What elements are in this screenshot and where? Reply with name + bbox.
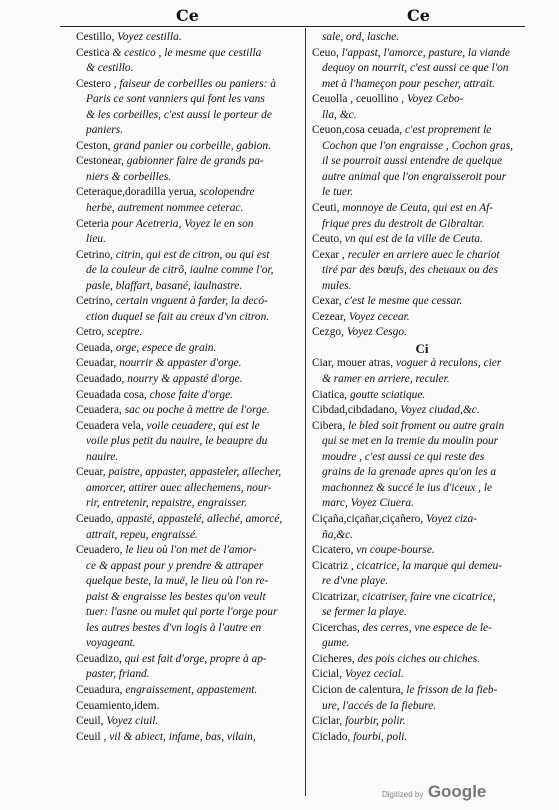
definition: met à l'hameçon pour pescher, attrait. [322,77,495,90]
entry-continuation [76,170,302,186]
dictionary-entry [312,621,532,637]
headword: Ceuadizo, [76,652,122,665]
entry-continuation [312,77,532,93]
definition: les autres bestes d'vn logis à l'autre en [86,621,262,634]
headword: Ceuadar, [76,357,117,370]
headword: Ciçaña,ciçañar,ciçañero, [312,512,424,525]
definition: qui est fait d'orge, propre à ap- [124,652,267,665]
entry-continuation [312,481,532,497]
headword: Cezear, [312,310,347,323]
definition: dequoy on nourrit, c'est aussi ce que l'on [322,62,509,75]
dictionary-entry [312,294,532,310]
entry-continuation [76,496,302,512]
definition: Voyez Cebo- [406,93,464,106]
dictionary-entry [76,356,302,372]
dictionary-entry [76,139,302,155]
definition: sac ou poche à mettre de l'orge. [124,404,270,417]
dictionary-entry [76,730,302,746]
dictionary-entry [312,403,532,419]
headword: Ceuamiento,idem. [76,699,160,712]
definition: monnoye de Ceuta, qui est en Af- [342,202,494,215]
entry-continuation [312,605,532,621]
definition: paniers. [86,124,124,137]
entry-continuation [76,201,302,217]
entry-continuation [76,92,302,108]
definition: citrin, qui est de citron, ou qui est [115,248,270,261]
definition: engraissement, appastement. [125,683,258,696]
definition: moudre , c'est aussi ce qui reste des [322,450,485,463]
left-column [76,30,302,745]
headword: Cicatriz , [312,559,354,572]
dictionary-entry [76,419,302,435]
right-column [312,30,532,745]
headword: Cibdad,cibdadano, [312,404,398,417]
entry-continuation [76,434,302,450]
definition: rir, entretenir, repaistre, engraisser. [86,497,248,510]
entry-continuation [76,528,302,544]
dictionary-entry [312,232,532,248]
column-divider [305,28,306,796]
definition: chose faite d'orge. [149,388,234,401]
definition: Cochon que l'on engraisse , Cochon gras, [322,139,514,152]
entry-continuation [76,590,302,606]
headword: Cestillo, [76,31,115,43]
dictionary-entry [76,465,302,481]
definition: & les corbeilles, c'est aussi le porteur de [86,108,272,121]
headword: Ceston, [76,139,111,152]
definition: Paris ce sont vanniers qui font les vans [86,93,265,106]
definition: herbe, autrement nommee ceterac. [86,202,244,215]
dictionary-entry [76,683,302,699]
definition: nauire. [86,450,119,463]
dictionary-entry [76,341,302,357]
entry-continuation [76,481,302,497]
headword: Ceuadado, [76,373,125,386]
definition: Voyez ciza- [426,512,477,525]
dictionary-entry [312,356,532,372]
watermark-prefix: Digitized by [382,790,424,799]
entry-continuation [312,528,532,544]
definition: qui se met en la tremie du moulin pour [322,435,499,448]
entry-continuation [76,310,302,326]
entry-continuation [312,699,532,715]
headword: Ceuadura, [76,683,123,696]
definition: paistre, appaster, appasteler, allecher, [108,466,282,479]
headword: Ceuon,cosa ceuada, [312,124,403,137]
definition: des cerres, vne espece de le- [362,621,492,634]
definition: tuer: l'asne ou mulet qui porte l'orge pour [86,606,278,619]
dictionary-entry [76,30,302,46]
definition: l'appast, l'amorce, pasture, la viande [341,46,510,59]
definition: ña,&c. [322,528,354,541]
headword: Ciclar, [312,715,343,728]
definition: pour Acetreria, Voyez le en son [111,217,254,230]
entry-continuation [76,61,302,77]
definition: Voyez cecial. [344,668,404,681]
definition: orge, espece de grain. [115,341,217,354]
headword: Cicion de calentura, [312,683,404,696]
headword: Ceuti, [312,202,340,215]
dictionary-entry [312,201,532,217]
definition: voguer à reculons, cier [396,357,502,370]
definition: c'est le mesme que cessar. [344,295,463,308]
definition: pasle, blaffart, basané, iaulnastre. [86,279,243,292]
definition: lla, &c. [322,108,357,121]
definition: vn coupe-bourse. [356,544,435,557]
definition: marc, Voyez Ciuera. [322,497,414,510]
headword: Cicatrizar, [312,590,360,603]
dictionary-entry [76,294,302,310]
headword: Ceuo, [312,46,339,59]
definition: des pois ciches ou chiches. [357,652,480,665]
dictionary-entry [76,388,302,404]
definition: ure, l'accés de la fiebure. [322,699,437,712]
dictionary-entry [76,248,302,264]
dictionary-entry [76,652,302,668]
entry-continuation [76,263,302,279]
entry-continuation [312,30,532,46]
entry-continuation [76,123,302,139]
definition: vn qui est de la ville de Ceuta. [344,233,483,246]
entry-continuation [312,574,532,590]
definition: autre animal que l'on engraisseroit pour [322,170,507,183]
header-left: Ce [176,6,199,25]
definition: paster, friand. [86,668,150,681]
dictionary-entry [312,714,532,730]
definition: voile plus petit du nauire, le beaupre du [86,435,268,448]
dictionary-entry [76,403,302,419]
headword: Ceteraque,doradilla yerua, [76,186,197,199]
dictionary-entry [76,77,302,93]
entry-continuation [76,667,302,683]
headword: Ceuar, [76,466,106,479]
dictionary-entry [312,92,532,108]
definition: grains de la grenade apres qu'on les a [322,466,497,479]
headword: Cestonear, [76,155,124,168]
headword: Cicatero, [312,544,354,557]
entry-continuation [312,139,532,155]
section-heading: Ci [415,340,429,356]
headword: Ceuil , [76,730,107,743]
dictionary-entry [76,714,302,730]
definition: tiré par des bœufs, des cheuaux ou des [322,264,498,277]
definition: voile ceuadere, qui est le [146,419,260,432]
definition: scolopendre [199,186,255,199]
headword: Cicial, [312,668,343,681]
dictionary-entry [312,730,532,746]
dictionary-entry [76,185,302,201]
entry-continuation [76,605,302,621]
headword: Ceuadada cosa, [76,388,147,401]
entry-continuation [312,372,532,388]
entry-continuation [312,185,532,201]
dictionary-entry [76,372,302,388]
headword: Cexar, [312,295,342,308]
definition: paist & engraisse les bestes qu'on veult [86,590,266,603]
definition: Voyez ciuil. [106,715,159,728]
headword: Ciatica, [312,388,348,401]
dictionary-entry [76,699,302,715]
headword: Ceteria [76,217,112,230]
entry-continuation [76,232,302,248]
watermark-logo: Google [427,782,487,801]
definition: Voyez cecear. [348,310,410,323]
definition: nourrir & appaster d'orge. [119,357,242,370]
digitized-watermark [382,782,486,802]
definition: gume. [322,637,350,650]
entry-continuation [312,217,532,233]
dictionary-entry [312,683,532,699]
headword: Cestero , [76,77,117,90]
dictionary-entry [312,123,532,139]
definition: il se pourroit aussi entendre de quelque [322,155,503,168]
entry-continuation [76,621,302,637]
headword: Ceuil, [76,715,104,728]
definition: niers & corbeilles. [86,170,172,183]
definition: nourry & appasté d'orge. [127,373,243,386]
definition: le lieu où l'on met de l'amor- [125,544,257,557]
dictionary-entry [76,543,302,559]
definition: c'est proprement le [405,124,492,137]
definition: & cestico , le mesme que cestilla [112,46,262,59]
entry-continuation [312,279,532,295]
definition: voyageant. [86,637,136,650]
definition: mules. [322,279,352,292]
dictionary-entry [76,154,302,170]
dictionary-entry [76,325,302,341]
definition: cicatrice, la marque qui demeu- [356,559,503,572]
header-right: Ce [407,6,430,25]
entry-continuation [76,636,302,652]
definition: Voyez cestilla. [117,31,182,43]
headword: Cicheres, [312,652,355,665]
definition: de la couleur de citrõ, iaulne comme l'or, [86,264,274,277]
dictionary-entry [312,590,532,606]
entry-continuation [312,434,532,450]
definition: fourbi, poli. [353,730,408,743]
dictionary-entry [312,248,532,264]
dictionary-entry [312,325,532,341]
definition: gabionner faire de grands pa- [126,155,264,168]
entry-continuation [312,154,532,170]
definition: quelque beste, la muë, le lieu où l'on re- [86,575,269,588]
dictionary-entry [312,388,532,404]
entry-continuation [312,108,532,124]
definition: goutte sciatique. [349,388,426,401]
definition: attrait, repeu, engraissé. [86,528,198,541]
definition: Voyez ciudad,&c. [400,404,480,417]
dictionary-entry [312,559,532,575]
definition: le bled soit froment ou autre grain [348,419,505,432]
headword: Ceuto, [312,233,343,246]
entry-continuation [312,465,532,481]
headword: Ceuadera vela, [76,419,144,432]
definition: grand panier ou corbeille, gabion. [113,139,271,152]
entry-continuation [76,450,302,466]
headword: Ceuolla , ceuollino , [312,93,405,106]
entry-continuation [312,636,532,652]
entry-continuation [312,450,532,466]
header-rule [60,26,525,27]
dictionary-entry [76,46,302,62]
dictionary-entry [312,419,532,435]
dictionary-entry [312,667,532,683]
definition: certain vnguent à farder, la decó- [115,295,268,308]
headword: Ceuadera, [76,404,122,417]
definition: faiseur de corbeilles ou paniers: à [119,77,276,90]
entry-continuation [76,559,302,575]
dictionary-entry [76,512,302,528]
definition: appasté, appastelé, alleché, amorcé, [116,512,283,525]
definition: machonnez & succé le ius d'iceux , le [322,481,493,494]
definition: frique pres du destroit de Gibraltar. [322,217,485,230]
headword: Cicerchas, [312,621,360,634]
definition: vil & abiect, infame, bas, vilain, [109,730,256,743]
definition: reculer en arriere auec le chariot [347,248,500,261]
entry-continuation [312,496,532,512]
running-header [0,6,559,26]
headword: Cezgo, [312,326,344,339]
entry-continuation [312,170,532,186]
definition: se fermer la playe. [322,606,407,619]
entry-continuation [76,108,302,124]
headword: Cestica [76,46,113,59]
headword: Cetrino, [76,295,114,308]
entry-continuation [312,61,532,77]
dictionary-entry [312,543,532,559]
definition: fourbir, polir. [345,715,406,728]
headword: Ciar, mouer atras, [312,357,394,370]
headword: Ciclado, [312,730,351,743]
definition: ce & appast pour y prendre & attraper [86,559,264,572]
headword: Ceuadero, [76,544,123,557]
definition: le frisson de la fieb- [406,683,498,696]
dictionary-entry [76,217,302,233]
dictionary-entry [312,512,532,528]
headword: Cetro, [76,326,105,339]
headword: Cibera, [312,419,346,432]
headword: Ceuada, [76,341,114,354]
definition: sale, ord, lasche. [322,31,400,43]
definition: ction duquel se fait au creux d'vn citron. [86,310,270,323]
definition: re d'vne playe. [322,575,389,588]
definition: sceptre. [107,326,143,339]
definition: lieu. [86,233,106,246]
definition: cicatriser, faire vne cicatrice, [362,590,496,603]
dictionary-entry [312,652,532,668]
dictionary-entry [312,46,532,62]
definition: Voyez Cesgo. [346,326,407,339]
entry-continuation [76,574,302,590]
definition: amorcer, attirer auec allechemens, nour- [86,481,272,494]
entry-continuation [312,263,532,279]
headword: Ceuado, [76,512,114,525]
definition: & ramer en arriere, reculer. [322,373,450,386]
headword: Cetrino, [76,248,114,261]
entry-continuation [76,279,302,295]
definition: & cestillo. [86,62,134,75]
headword: Cexar , [312,248,345,261]
definition: le tuer. [322,186,354,199]
dictionary-entry [312,310,532,326]
